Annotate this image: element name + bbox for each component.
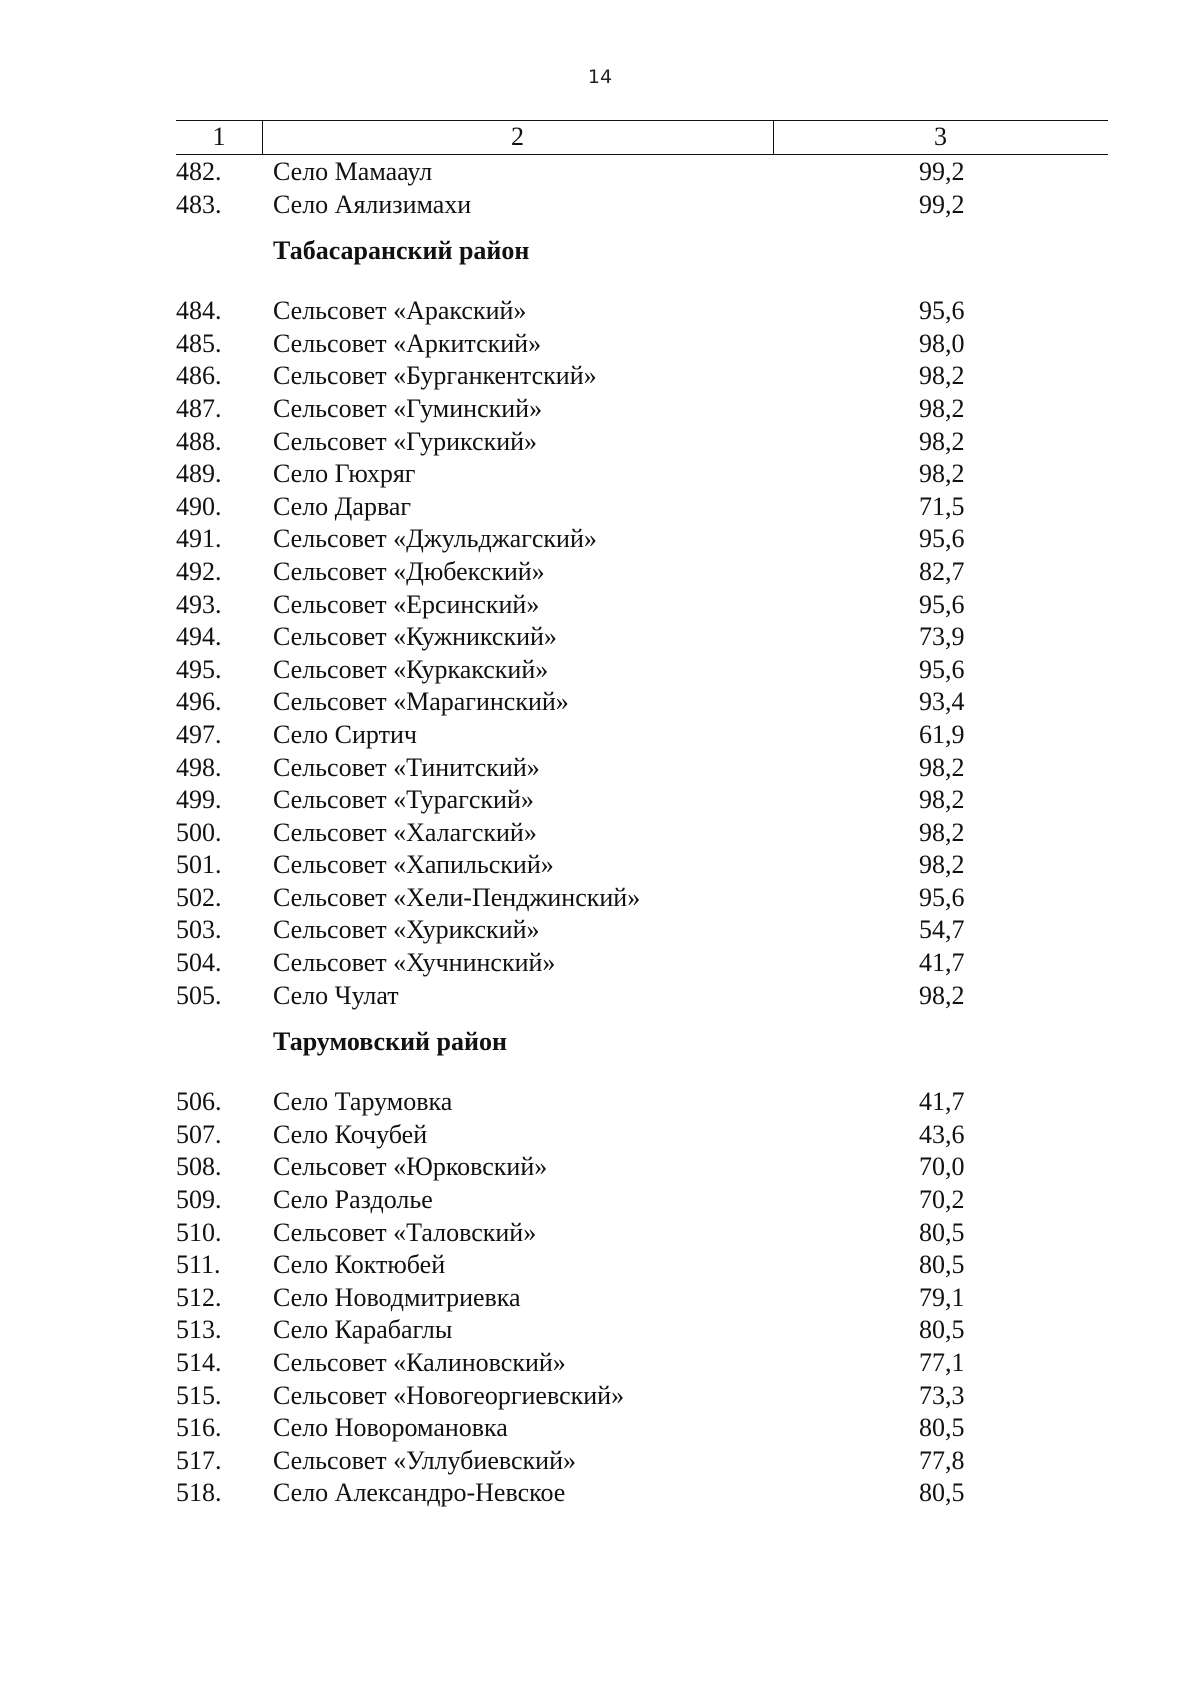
settlement-name: Сельсовет «Гуминский» [273, 393, 543, 423]
row-value: 98,0 [919, 328, 965, 358]
table-row [0, 523, 1200, 556]
settlement-name: Сельсовет «Халагский» [273, 817, 537, 847]
section-heading [0, 221, 1200, 295]
row-value: 98,2 [919, 850, 965, 880]
table-row [0, 426, 1200, 459]
table-row [0, 1282, 1200, 1315]
settlement-name: Село Новодмитриевка [273, 1282, 521, 1312]
settlement-name: Сельсовет «Гурикский» [273, 426, 538, 456]
settlement-name: Село Александро-Невское [273, 1478, 566, 1508]
row-value: 98,2 [919, 785, 965, 815]
row-value: 77,1 [919, 1348, 965, 1377]
row-value: 95,6 [919, 654, 965, 684]
row-number: 500. [176, 817, 222, 847]
row-value: 98,2 [919, 980, 965, 1010]
row-number: 507. [176, 1119, 222, 1149]
table-row [0, 882, 1200, 915]
row-number: 506. [176, 1087, 222, 1117]
settlement-name: Сельсовет «Новогеоргиевский» [273, 1380, 625, 1410]
row-number: 505. [176, 980, 222, 1010]
row-number: 489. [176, 459, 222, 489]
table-row [0, 1119, 1200, 1152]
settlement-name: Сельсовет «Хурикский» [273, 915, 540, 945]
row-number: 496. [176, 687, 222, 717]
row-value: 80,5 [919, 1413, 965, 1443]
row-number: 512. [176, 1282, 222, 1312]
table-row [0, 817, 1200, 850]
table-row [0, 491, 1200, 524]
settlement-name: Сельсовет «Хели-Пенджинский» [273, 882, 641, 912]
table-row [0, 589, 1200, 622]
row-number: 513. [176, 1315, 222, 1345]
settlement-name: Сельсовет «Кужникский» [273, 622, 557, 652]
settlement-name: Село Кочубей [273, 1119, 428, 1149]
settlement-name: Сельсовет «Бурганкентский» [273, 361, 597, 391]
settlement-name: Сельсовет «Тинитский» [273, 752, 540, 782]
section-heading [0, 1012, 1200, 1086]
row-value: 43,6 [919, 1119, 965, 1149]
row-value: 80,5 [919, 1217, 965, 1247]
settlement-name: Село Коктюбей [273, 1250, 446, 1280]
row-number: 491. [176, 524, 222, 554]
settlement-name: Сельсовет «Хапильский» [273, 850, 554, 880]
row-value: 95,6 [919, 524, 965, 554]
row-value: 98,2 [919, 752, 965, 782]
table-header [176, 120, 1108, 155]
table-row [0, 784, 1200, 817]
row-number: 482. [176, 157, 222, 186]
row-number: 483. [176, 189, 222, 219]
row-value: 98,2 [919, 393, 965, 423]
table-row [0, 1412, 1200, 1445]
table-row [0, 1347, 1200, 1380]
settlement-name: Сельсовет «Марагинский» [273, 687, 569, 717]
row-number: 514. [176, 1348, 222, 1377]
row-number: 493. [176, 589, 222, 619]
settlement-name: Село Чулат [273, 980, 399, 1010]
row-number: 501. [176, 850, 222, 880]
settlement-name: Сельсовет «Ерсинский» [273, 589, 540, 619]
row-value: 54,7 [919, 915, 965, 945]
row-number: 504. [176, 948, 222, 978]
row-number: 497. [176, 719, 222, 749]
row-value: 61,9 [919, 719, 965, 749]
section-title: Табасаранский район [273, 236, 530, 266]
settlement-name: Сельсовет «Хучнинский» [273, 948, 556, 978]
row-number: 518. [176, 1478, 222, 1508]
table-row [0, 621, 1200, 654]
row-number: 486. [176, 361, 222, 391]
table-row [0, 849, 1200, 882]
table-row [0, 1314, 1200, 1347]
table-row [0, 980, 1200, 1013]
table-row [0, 295, 1200, 328]
row-value: 80,5 [919, 1478, 965, 1508]
row-value: 82,7 [919, 556, 965, 586]
row-number: 503. [176, 915, 222, 945]
table-row [0, 328, 1200, 361]
table-row [0, 1380, 1200, 1413]
table-row [0, 458, 1200, 491]
settlement-name: Сельсовет «Калиновский» [273, 1348, 566, 1377]
row-number: 495. [176, 654, 222, 684]
row-number: 498. [176, 752, 222, 782]
settlement-name: Село Карабаглы [273, 1315, 453, 1345]
row-value: 71,5 [919, 491, 965, 521]
settlement-name: Сельсовет «Уллубиевский» [273, 1445, 576, 1475]
row-value: 80,5 [919, 1250, 965, 1280]
table-row [0, 654, 1200, 687]
row-value: 95,6 [919, 296, 965, 326]
settlement-name: Сельсовет «Джульджагский» [273, 524, 597, 554]
row-value: 95,6 [919, 589, 965, 619]
row-value: 98,2 [919, 817, 965, 847]
table-row [0, 360, 1200, 393]
table-row [0, 1249, 1200, 1282]
table-row [0, 914, 1200, 947]
table-row [0, 556, 1200, 589]
settlement-name: Село Дарваг [273, 491, 412, 521]
row-value: 93,4 [919, 687, 965, 717]
row-number: 490. [176, 491, 222, 521]
header-col-2: 2 [262, 121, 774, 154]
table-row [0, 1086, 1200, 1119]
table-row [0, 156, 1200, 189]
table-row [0, 1217, 1200, 1250]
settlement-name: Село Новоромановка [273, 1413, 508, 1443]
row-value: 99,2 [919, 189, 965, 219]
page-number: 14 [587, 66, 613, 88]
table-row [0, 393, 1200, 426]
row-value: 41,7 [919, 948, 965, 978]
row-value: 73,9 [919, 622, 965, 652]
table-row [0, 947, 1200, 980]
row-value: 73,3 [919, 1380, 965, 1410]
settlement-name: Село Тарумовка [273, 1087, 453, 1117]
row-value: 70,0 [919, 1152, 965, 1182]
table-row [0, 1477, 1200, 1510]
table-row [0, 719, 1200, 752]
row-value: 98,2 [919, 361, 965, 391]
table-row [0, 686, 1200, 719]
table-row [0, 1445, 1200, 1478]
row-number: 499. [176, 785, 222, 815]
settlement-name: Село Аялизимахи [273, 189, 472, 219]
section-title: Тарумовский район [273, 1027, 507, 1057]
table-row [0, 189, 1200, 222]
settlement-name: Село Гюхряг [273, 459, 416, 489]
row-number: 492. [176, 556, 222, 586]
row-value: 98,2 [919, 459, 965, 489]
table-body [0, 156, 1200, 1510]
row-number: 517. [176, 1445, 222, 1475]
row-value: 80,5 [919, 1315, 965, 1345]
settlement-name: Сельсовет «Турагский» [273, 785, 534, 815]
row-number: 515. [176, 1380, 222, 1410]
settlement-name: Село Раздолье [273, 1185, 433, 1215]
row-number: 485. [176, 328, 222, 358]
settlement-name: Сельсовет «Аркитский» [273, 328, 542, 358]
settlement-name: Сельсовет «Таловский» [273, 1217, 537, 1247]
settlement-name: Село Сиртич [273, 719, 417, 749]
row-number: 508. [176, 1152, 222, 1182]
table-row [0, 1151, 1200, 1184]
settlement-name: Сельсовет «Дюбекский» [273, 556, 545, 586]
row-number: 487. [176, 393, 222, 423]
row-value: 41,7 [919, 1087, 965, 1117]
row-value: 99,2 [919, 157, 965, 186]
row-value: 70,2 [919, 1185, 965, 1215]
row-value: 98,2 [919, 426, 965, 456]
settlement-name: Сельсовет «Аракский» [273, 296, 527, 326]
row-number: 510. [176, 1217, 222, 1247]
row-value: 95,6 [919, 882, 965, 912]
settlement-name: Село Мамааул [273, 157, 433, 186]
header-col-1: 1 [176, 121, 263, 154]
row-value: 79,1 [919, 1282, 965, 1312]
row-number: 488. [176, 426, 222, 456]
row-number: 484. [176, 296, 222, 326]
row-number: 516. [176, 1413, 222, 1443]
row-number: 494. [176, 622, 222, 652]
settlement-name: Сельсовет «Куркакский» [273, 654, 549, 684]
row-value: 77,8 [919, 1445, 965, 1475]
table-row [0, 1184, 1200, 1217]
header-col-3: 3 [934, 122, 947, 151]
row-number: 509. [176, 1185, 222, 1215]
table-row [0, 752, 1200, 785]
row-number: 511. [176, 1250, 221, 1280]
row-number: 502. [176, 882, 222, 912]
settlement-name: Сельсовет «Юрковский» [273, 1152, 548, 1182]
